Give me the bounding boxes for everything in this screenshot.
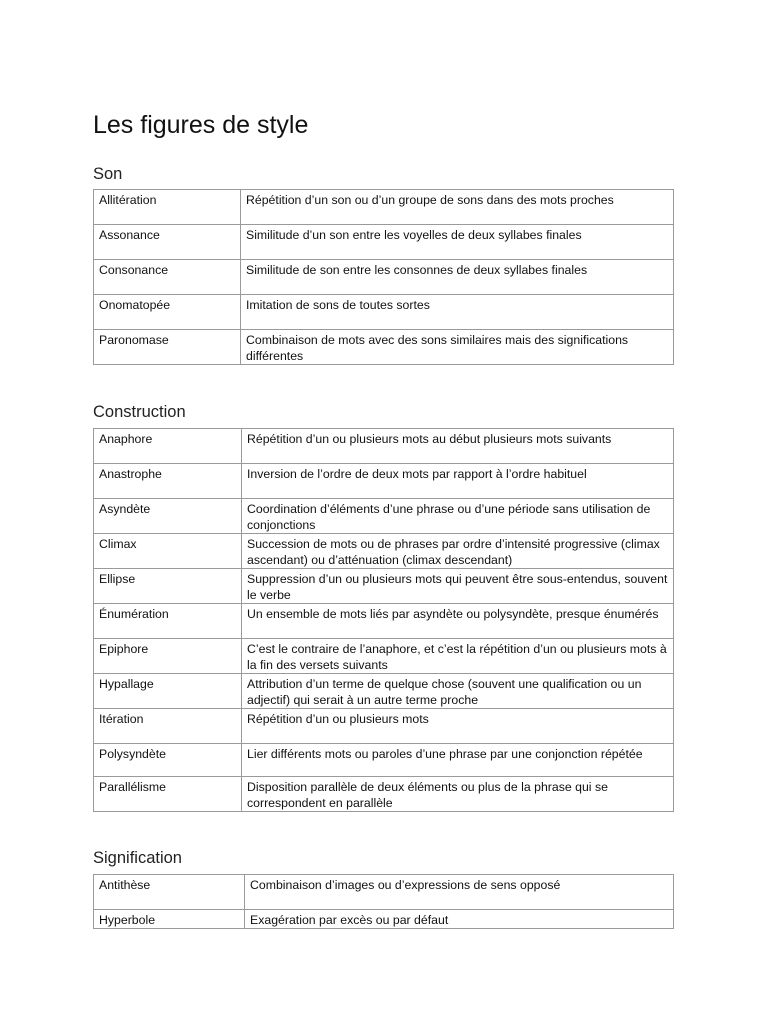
table-row (94, 875, 674, 910)
table-row (94, 777, 674, 812)
definition-cell: Répétition d’un son ou d’un groupe de sons dans des mots proches (241, 190, 674, 225)
term-cell: Hypallage (94, 674, 242, 709)
definition-cell: Combinaison d’images ou d’expressions de sens opposé (245, 875, 674, 910)
table-row (94, 709, 674, 744)
table-row (94, 744, 674, 777)
term-cell: Parallélisme (94, 777, 242, 812)
table-row (94, 534, 674, 569)
table-row (94, 295, 674, 330)
term-cell: Polysyndète (94, 744, 242, 777)
table-signification (93, 874, 674, 929)
table-row (94, 639, 674, 674)
term-cell: Paronomase (94, 330, 241, 365)
table-row (94, 464, 674, 499)
section-heading-construction: Construction (93, 403, 186, 421)
table-row (94, 190, 674, 225)
term-cell: Hyperbole (94, 910, 245, 929)
table-row (94, 429, 674, 464)
table-row (94, 499, 674, 534)
term-cell: Consonance (94, 260, 241, 295)
term-cell: Epiphore (94, 639, 242, 674)
definition-cell: Répétition d’un ou plusieurs mots (242, 709, 674, 744)
definition-cell: Combinaison de mots avec des sons similaires mais des significations différentes (241, 330, 674, 365)
term-cell: Énumération (94, 604, 242, 639)
definition-cell: Suppression d’un ou plusieurs mots qui peuvent être sous-entendus, souvent le verbe (242, 569, 674, 604)
definition-cell: Attribution d’un terme de quelque chose (souvent une qualification ou un adjectif) qui serait à un autre terme proche (242, 674, 674, 709)
term-cell: Allitération (94, 190, 241, 225)
definition-cell: Coordination d’éléments d’une phrase ou d’une période sans utilisation de conjonctions (242, 499, 674, 534)
definition-cell: C’est le contraire de l’anaphore, et c’est la répétition d’un ou plusieurs mots à la fin des versets suivants (242, 639, 674, 674)
table-row (94, 225, 674, 260)
definition-cell: Répétition d’un ou plusieurs mots au début plusieurs mots suivants (242, 429, 674, 464)
table-son (93, 189, 674, 365)
term-cell: Anastrophe (94, 464, 242, 499)
term-cell: Climax (94, 534, 242, 569)
term-cell: Antithèse (94, 875, 245, 910)
section-heading-son: Son (93, 165, 123, 183)
definition-cell: Exagération par excès ou par défaut (245, 910, 674, 929)
table-row (94, 910, 674, 929)
definition-cell: Succession de mots ou de phrases par ordre d’intensité progressive (climax ascendant) ou d’atténuation (climax descendant) (242, 534, 674, 569)
table-row (94, 674, 674, 709)
table-row (94, 260, 674, 295)
definition-cell: Un ensemble de mots liés par asyndète ou polysyndète, presque énumérés (242, 604, 674, 639)
definition-cell: Similitude d’un son entre les voyelles de deux syllabes finales (241, 225, 674, 260)
table-construction (93, 428, 674, 812)
term-cell: Ellipse (94, 569, 242, 604)
definition-cell: Inversion de l’ordre de deux mots par rapport à l’ordre habituel (242, 464, 674, 499)
definition-cell: Imitation de sons de toutes sortes (241, 295, 674, 330)
term-cell: Onomatopée (94, 295, 241, 330)
table-row (94, 604, 674, 639)
term-cell: Asyndète (94, 499, 242, 534)
term-cell: Itération (94, 709, 242, 744)
term-cell: Assonance (94, 225, 241, 260)
definition-cell: Disposition parallèle de deux éléments ou plus de la phrase qui se correspondent en parallèle (242, 777, 674, 812)
table-row (94, 569, 674, 604)
definition-cell: Lier différents mots ou paroles d’une phrase par une conjonction répétée (242, 744, 674, 777)
definition-cell: Similitude de son entre les consonnes de deux syllabes finales (241, 260, 674, 295)
section-heading-signification: Signification (93, 849, 182, 867)
term-cell: Anaphore (94, 429, 242, 464)
page-title: Les figures de style (93, 111, 309, 139)
table-row (94, 330, 674, 365)
